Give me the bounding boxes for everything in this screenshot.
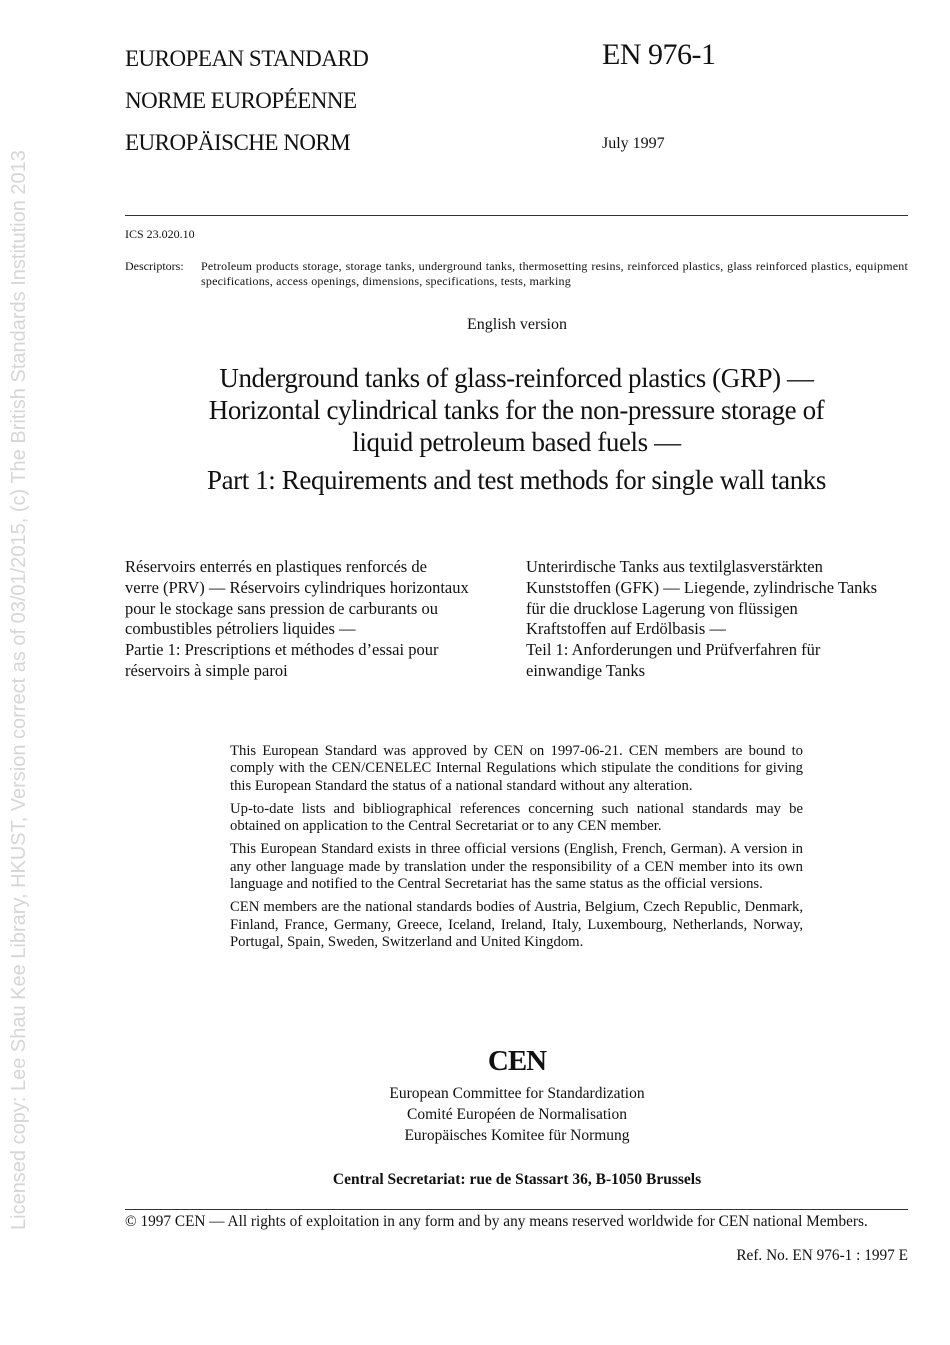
language-version: English version <box>467 316 567 333</box>
title-part: Part 1: Requirements and test methods for single wall tanks <box>206 465 827 495</box>
reference-number: Ref. No. EN 976-1 : 1997 E <box>736 1247 908 1264</box>
standard-name-german: EUROPÄISCHE NORM <box>125 130 351 155</box>
descriptors-text: Petroleum products storage, storage tanks, underground tanks, thermosetting resins, reinforced plastics, glass reinforced plastics, equipment specifications, access openings, dimensions, specifications, tests, marking <box>201 259 908 288</box>
french-title-line: Partie 1: Prescriptions et méthodes d’essai pour <box>125 640 439 660</box>
german-title-line: Kraftstoffen auf Erdölbasis — <box>526 619 726 639</box>
french-title-line: combustibles pétroliers liquides — <box>125 619 356 639</box>
title-line: liquid petroleum based fuels — <box>352 427 681 457</box>
descriptors-label: Descriptors: <box>125 259 184 273</box>
descriptors-block <box>125 259 908 289</box>
publication-date: July 1997 <box>602 135 665 152</box>
footer-divider <box>125 1209 908 1210</box>
standard-name-english: EUROPEAN STANDARD <box>125 46 369 71</box>
notice-paragraph: This European Standard was approved by CEN on 1997-06-21. CEN members are bound to comply with the CEN/CENELEC Internal Regulations which stipulate the conditions for giving this European Standard the status of a national standard without any alteration. <box>230 743 803 794</box>
license-watermark: Licensed copy: Lee Shau Kee Library, HKUST, Version correct as of 03/01/2015, (c) The British Standards Institution 2013 <box>8 150 30 1230</box>
notice-paragraph: CEN members are the national standards bodies of Austria, Belgium, Czech Republic, Denmark, Finland, France, Germany, Greece, Iceland, Ireland, Italy, Luxembourg, Netherlands, Norway, Portugal, Spain, Sweden, Switzerland and United Kingdom. <box>230 899 803 951</box>
notice-paragraph: This European Standard exists in three official versions (English, French, German). A version in any other language made by translation under the responsibility of a CEN member into its own language and notified to the Central Secretariat has the same status as the official versions. <box>230 841 803 893</box>
cen-logo: CEN <box>487 1045 547 1077</box>
title-line: Underground tanks of glass-reinforced plastics (GRP) — <box>219 363 814 393</box>
committee-name: Comité Européen de Normalisation <box>407 1106 627 1123</box>
german-title-line: Unterirdische Tanks aus textilglasverstärkten <box>526 557 823 576</box>
german-title-line: Kunststoffen (GFK) — Liegende, zylindrische Tanks <box>526 577 878 597</box>
french-title-line: verre (PRV) — Réservoirs cylindriques horizontaux <box>125 577 469 597</box>
standard-number: EN 976-1 <box>602 38 716 71</box>
standard-name-french: NORME EUROPÉENNE <box>125 88 357 113</box>
header-divider <box>125 215 908 216</box>
german-title-line: einwandige Tanks <box>526 660 646 680</box>
ics-code: ICS 23.020.10 <box>125 227 195 241</box>
french-title-line: réservoirs à simple paroi <box>125 660 288 680</box>
french-title-line: Réservoirs enterrés en plastiques renforcés de <box>125 557 427 576</box>
committee-names <box>0 1083 950 1146</box>
german-title-line: Teil 1: Anforderungen und Prüfverfahren für <box>526 640 821 660</box>
approval-notice <box>230 743 803 957</box>
committee-name: Europäisches Komitee für Normung <box>404 1127 630 1144</box>
french-title <box>125 557 507 682</box>
document-title <box>125 362 908 496</box>
german-title-line: für die drucklose Lagerung von flüssigen <box>526 598 798 618</box>
copyright-notice: © 1997 CEN — All rights of exploitation in any form and by any means reserved worldwide for CEN national Members. <box>125 1213 868 1230</box>
secretariat-address: Central Secretariat: rue de Stassart 36, B-1050 Brussels <box>332 1171 702 1188</box>
french-title-line: pour le stockage sans pression de carburants ou <box>125 598 438 618</box>
title-line: Horizontal cylindrical tanks for the non-pressure storage of <box>208 395 825 425</box>
notice-paragraph: Up-to-date lists and bibliographical references concerning such national standards may be obtained on application to the Central Secretariat or to any CEN member. <box>230 800 803 835</box>
german-title <box>526 557 916 682</box>
committee-name: European Committee for Standardization <box>389 1085 645 1102</box>
